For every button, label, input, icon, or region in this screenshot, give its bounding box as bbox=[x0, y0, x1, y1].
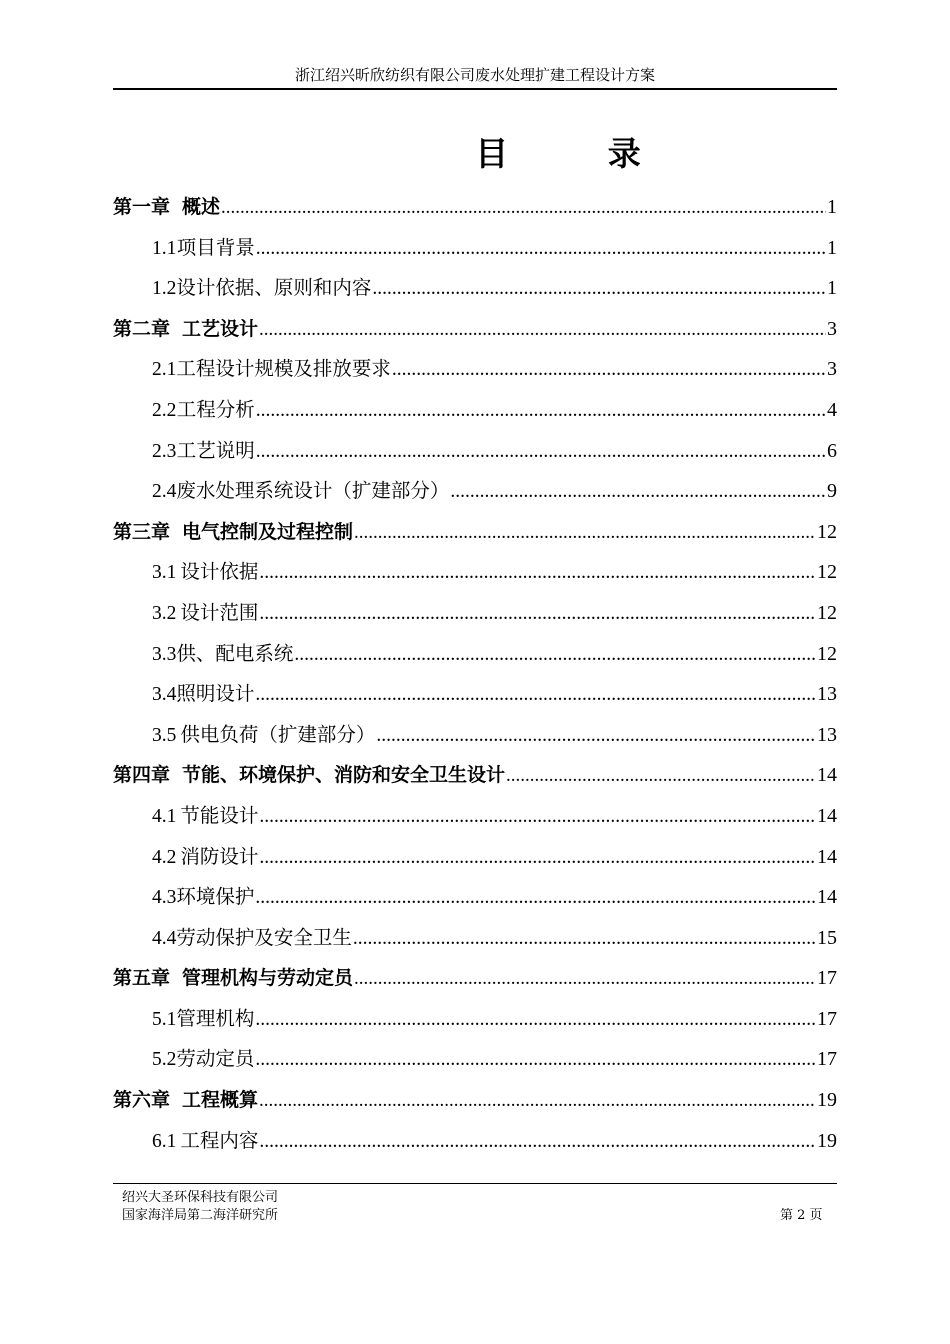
toc-entry-label: 节能设计 bbox=[180, 803, 259, 827]
toc-entry-page: 4 bbox=[827, 398, 837, 421]
toc-entry-number: 1.2 bbox=[152, 278, 177, 300]
toc-entry-page: 14 bbox=[817, 764, 837, 787]
toc-dot-leader bbox=[256, 229, 826, 270]
toc-entry-number: 1.1 bbox=[152, 237, 177, 259]
toc-entry-page: 14 bbox=[817, 845, 837, 868]
toc-dot-leader bbox=[221, 188, 826, 229]
toc-section-entry[interactable] bbox=[113, 228, 837, 269]
toc-dot-leader bbox=[294, 635, 816, 676]
toc-dot-leader bbox=[392, 350, 826, 391]
toc-dot-leader bbox=[259, 594, 816, 635]
toc-entry-label: 废水处理系统设计（扩建部分） bbox=[176, 479, 450, 503]
toc-section-entry[interactable] bbox=[113, 349, 837, 390]
toc-title: 目 录 bbox=[475, 134, 685, 173]
toc-entry-label: 劳动定员 bbox=[176, 1047, 255, 1071]
toc-entry-number: 4.1 bbox=[152, 805, 177, 827]
toc-entry-number: 3.2 bbox=[152, 602, 177, 624]
toc-entry-number: 6.1 bbox=[152, 1130, 177, 1152]
toc-entry-number: 4.3 bbox=[152, 887, 177, 909]
toc-entry-label: 节能、环境保护、消防和安全卫生设计 bbox=[182, 764, 506, 787]
toc-chapter-entry[interactable] bbox=[113, 1080, 837, 1121]
toc-section-entry[interactable] bbox=[113, 1121, 837, 1162]
toc-chapter-entry[interactable] bbox=[113, 187, 837, 228]
footer-org-line2: 国家海洋局第二海洋研究所 bbox=[122, 1208, 279, 1223]
toc-section-entry[interactable] bbox=[113, 796, 837, 837]
page-header: 浙江绍兴昕欣纺织有限公司废水处理扩建工程设计方案 bbox=[294, 66, 655, 84]
toc-chapter-entry[interactable] bbox=[113, 755, 837, 796]
toc-entry-number: 第一章 bbox=[113, 197, 171, 218]
toc-entry-label: 项目背景 bbox=[176, 235, 255, 259]
toc-section-entry[interactable] bbox=[113, 999, 837, 1040]
footer-divider bbox=[113, 1183, 837, 1184]
toc-entry-page: 14 bbox=[817, 886, 837, 909]
toc-dot-leader bbox=[255, 878, 816, 919]
toc-section-entry[interactable] bbox=[113, 918, 837, 959]
toc-entry-page: 12 bbox=[817, 642, 837, 665]
toc-entry-number: 4.2 bbox=[152, 846, 177, 868]
toc-entry-label: 工艺设计 bbox=[182, 317, 259, 340]
toc-dot-leader bbox=[372, 269, 826, 310]
page-number: 第 2 页 bbox=[780, 1208, 823, 1223]
toc-dot-leader bbox=[256, 432, 826, 473]
toc-dot-leader bbox=[255, 1000, 816, 1041]
toc-entry-page: 13 bbox=[817, 723, 837, 746]
toc-dot-leader bbox=[450, 472, 826, 513]
toc-entry-number: 3.5 bbox=[152, 724, 177, 746]
toc-entry-page: 12 bbox=[817, 520, 837, 543]
toc-entry-number: 2.1 bbox=[152, 359, 177, 381]
toc-section-entry[interactable] bbox=[113, 471, 837, 512]
toc-entry-number: 3.3 bbox=[152, 643, 177, 665]
toc-entry-number: 第五章 bbox=[113, 968, 171, 990]
toc-entry-label: 管理机构 bbox=[176, 1006, 255, 1030]
toc-section-entry[interactable] bbox=[113, 552, 837, 593]
toc-entry-label: 工艺说明 bbox=[176, 438, 255, 462]
toc-dot-leader bbox=[255, 675, 816, 716]
toc-section-entry[interactable] bbox=[113, 1039, 837, 1080]
toc-entry-label: 环境保护 bbox=[176, 885, 255, 909]
toc-entry-number: 3.4 bbox=[152, 684, 177, 706]
toc-entry-number: 第四章 bbox=[113, 765, 171, 787]
toc-entry-page: 3 bbox=[827, 358, 837, 381]
toc-dot-leader bbox=[259, 1081, 816, 1122]
toc-entry-label: 照明设计 bbox=[176, 682, 255, 706]
toc-entry-page: 3 bbox=[827, 317, 837, 340]
toc-section-entry[interactable] bbox=[113, 431, 837, 472]
footer-org-line1: 绍兴大圣环保科技有限公司 bbox=[122, 1190, 279, 1205]
toc-entry-page: 15 bbox=[817, 926, 837, 949]
toc-entry-number: 第六章 bbox=[113, 1090, 171, 1112]
toc-section-entry[interactable] bbox=[113, 715, 837, 756]
toc-entry-label: 劳动保护及安全卫生 bbox=[176, 925, 352, 949]
toc-chapter-entry[interactable] bbox=[113, 958, 837, 999]
toc-section-entry[interactable] bbox=[113, 837, 837, 878]
toc-entry-label: 概述 bbox=[182, 196, 221, 218]
toc-entry-number: 2.2 bbox=[152, 399, 177, 421]
toc-entry-label: 供、配电系统 bbox=[176, 641, 294, 665]
toc-entry-page: 17 bbox=[817, 1048, 837, 1071]
toc-entry-label: 管理机构与劳动定员 bbox=[182, 967, 354, 990]
toc-chapter-entry[interactable] bbox=[113, 309, 837, 350]
toc-dot-leader bbox=[259, 797, 816, 838]
toc-section-entry[interactable] bbox=[113, 674, 837, 715]
toc-entry-number: 3.1 bbox=[152, 562, 177, 584]
header-divider bbox=[113, 88, 837, 90]
toc-section-entry[interactable] bbox=[113, 634, 837, 675]
toc-dot-leader bbox=[259, 553, 816, 594]
toc-entry-label: 工程概算 bbox=[182, 1089, 259, 1112]
toc-entry-label: 设计范围 bbox=[180, 600, 259, 624]
toc-entry-number: 5.1 bbox=[152, 1008, 177, 1030]
toc-dot-leader bbox=[259, 310, 826, 351]
toc-entry-page: 19 bbox=[817, 1089, 837, 1112]
toc-chapter-entry[interactable] bbox=[113, 512, 837, 553]
toc-dot-leader bbox=[376, 716, 816, 757]
toc-entry-page: 13 bbox=[817, 683, 837, 706]
toc-entry-page: 17 bbox=[817, 967, 837, 990]
toc-entry-number: 5.2 bbox=[152, 1049, 177, 1071]
toc-dot-leader bbox=[353, 919, 816, 960]
toc-entry-number: 第二章 bbox=[113, 318, 171, 340]
toc-entry-page: 1 bbox=[827, 277, 837, 300]
toc-dot-leader bbox=[354, 959, 816, 1000]
toc-entry-label: 消防设计 bbox=[180, 844, 259, 868]
toc-entry-label: 设计依据 bbox=[180, 560, 259, 584]
toc-section-entry[interactable] bbox=[113, 268, 837, 309]
toc-entry-number: 2.3 bbox=[152, 440, 177, 462]
toc-entry-label: 电气控制及过程控制 bbox=[182, 520, 354, 543]
toc-entry-page: 9 bbox=[827, 480, 837, 503]
toc-entry-label: 工程设计规模及排放要求 bbox=[176, 357, 391, 381]
toc-dot-leader bbox=[354, 513, 816, 554]
toc-dot-leader bbox=[255, 1040, 816, 1081]
toc-entry-label: 设计依据、原则和内容 bbox=[176, 276, 372, 300]
toc-dot-leader bbox=[259, 1122, 816, 1163]
toc-entry-number: 第三章 bbox=[113, 521, 171, 543]
toc-entry-page: 17 bbox=[817, 1007, 837, 1030]
toc-entry-label: 工程分析 bbox=[176, 397, 255, 421]
toc-section-entry[interactable] bbox=[113, 390, 837, 431]
toc-entry-page: 12 bbox=[817, 601, 837, 624]
toc-entry-number: 4.4 bbox=[152, 927, 177, 949]
toc-dot-leader bbox=[506, 756, 816, 797]
toc-entry-page: 1 bbox=[827, 196, 837, 218]
toc-entry-label: 工程内容 bbox=[180, 1128, 259, 1152]
toc-entry-page: 14 bbox=[817, 804, 837, 827]
table-of-contents bbox=[113, 187, 837, 1161]
toc-entry-number: 2.4 bbox=[152, 481, 177, 503]
footer-organizations bbox=[122, 1189, 278, 1225]
toc-section-entry[interactable] bbox=[113, 593, 837, 634]
toc-entry-page: 12 bbox=[817, 561, 837, 584]
toc-section-entry[interactable] bbox=[113, 877, 837, 918]
toc-dot-leader bbox=[256, 391, 826, 432]
toc-entry-page: 6 bbox=[827, 439, 837, 462]
toc-entry-page: 1 bbox=[827, 236, 837, 259]
toc-entry-page: 19 bbox=[817, 1129, 837, 1152]
toc-dot-leader bbox=[259, 838, 816, 879]
toc-entry-label: 供电负荷（扩建部分） bbox=[180, 722, 376, 746]
